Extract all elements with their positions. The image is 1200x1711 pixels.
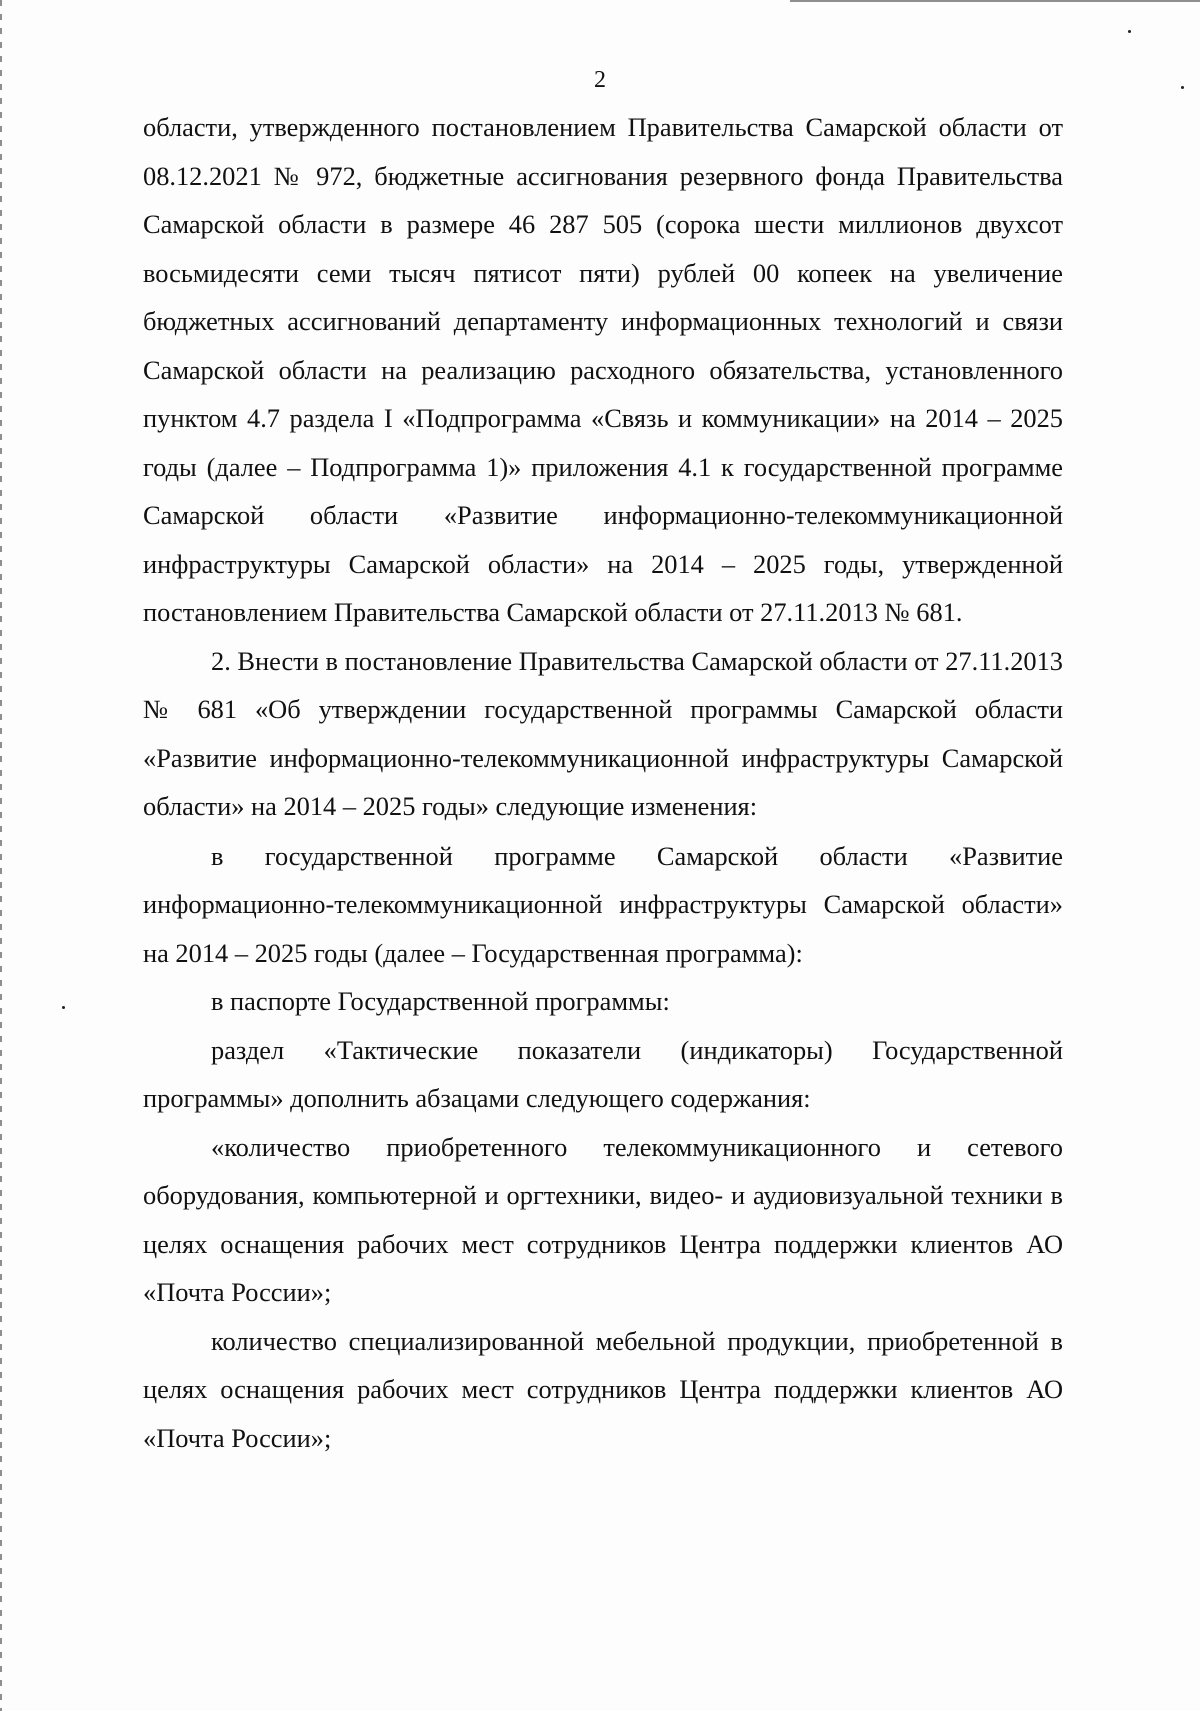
scan-speck xyxy=(1128,30,1131,33)
scan-edge-left xyxy=(0,0,2,1711)
paragraph-section-indicators: раздел «Тактические показатели (индикаторы) Государственной программы» дополнить абзацами следующего содержания: xyxy=(143,1034,1063,1113)
paragraph-item-2: 2. Внести в постановление Правительства Самарской области от 27.11.2013 № 681 «Об утверждении государственной программы Самарской области «Развитие информационно-телекоммуникационной инфраструктуры Самарской области» на 2014 – 2025 годы» следующие изменения: xyxy=(143,645,1063,821)
page-number: 2 xyxy=(594,67,606,93)
paragraph-state-program: в государственной программе Самарской области «Развитие информационно-телекоммуникационной инфраструктуры Самарской области» на 2014 – 2025 годы (далее – Государственная программа): xyxy=(143,840,1063,968)
paragraph-continuation: области, утвержденного постановлением Правительства Самарской области от 08.12.2021 № 972, бюджетные ассигнования резервного фонда Правительства Самарской области в размере 46 287 505 (сорока шести миллионов двухсот восьмидесяти семи тысяч пятисот пяти) рублей 00 копеек на увеличение бюджетных ассигнований департаменту информационных технологий и связи Самарской области на реализацию расходного обязательства, установленного пунктом 4.7 раздела I «Подпрограмма «Связь и коммуникации» на 2014 – 2025 годы (далее – Подпрограмма 1)» приложения 4.1 к государственной программе Самарской области «Развитие информационно-телекоммуникационной инфраструктуры Самарской области» на 2014 – 2025 годы, утвержденной постановлением Правительства Самарской области от 27.11.2013 № 681. xyxy=(143,112,1063,627)
scan-speck xyxy=(62,1006,65,1009)
paragraph-passport: в паспорте Государственной программы: xyxy=(211,986,670,1016)
document-body xyxy=(143,103,1063,1462)
scan-edge-top xyxy=(790,0,1200,2)
paragraph-equipment-quantity: «количество приобретенного телекоммуникационного и сетевого оборудования, компьютерной и оргтехники, видео- и аудиовизуальной техники в целях оснащения рабочих мест сотрудников Центра поддержки клиентов АО «Почта России»; xyxy=(143,1131,1063,1307)
paragraph-furniture-quantity: количество специализированной мебельной продукции, приобретенной в целях оснащения рабочих мест сотрудников Центра поддержки клиентов АО «Почта России»; xyxy=(143,1325,1063,1453)
